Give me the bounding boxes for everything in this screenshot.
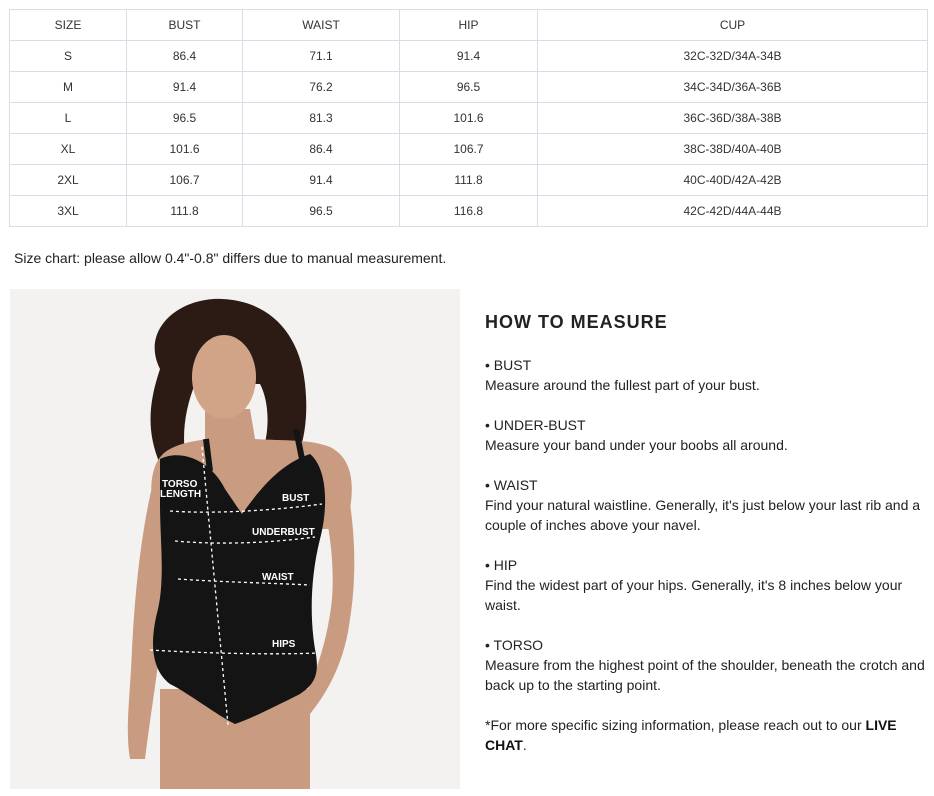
cell-waist: 81.3: [243, 103, 400, 134]
cell-hip: 111.8: [400, 165, 538, 196]
label-waist: WAIST: [262, 572, 294, 583]
column-header-hip: HIP: [400, 10, 538, 41]
footnote-end: .: [522, 737, 527, 753]
cell-size: M: [10, 72, 127, 103]
measure-item-waist: [485, 475, 925, 535]
measure-item-description: Measure from the highest point of the shoulder, beneath the crotch and back up to the starting point.: [485, 657, 925, 693]
size-chart-table: [9, 9, 928, 227]
cell-size: XL: [10, 134, 127, 165]
cell-hip: 106.7: [400, 134, 538, 165]
cell-size: 3XL: [10, 196, 127, 227]
cell-bust: 106.7: [127, 165, 243, 196]
cell-cup: 34C-34D/36A-36B: [538, 72, 928, 103]
cell-size: S: [10, 41, 127, 72]
measure-item-heading: • HIP: [485, 557, 518, 573]
table-row: [10, 72, 928, 103]
how-to-measure-title: HOW TO MEASURE: [485, 312, 668, 332]
cell-cup: 40C-40D/42A-42B: [538, 165, 928, 196]
cell-bust: 111.8: [127, 196, 243, 227]
cell-size: 2XL: [10, 165, 127, 196]
cell-bust: 96.5: [127, 103, 243, 134]
measure-item-description: Measure your band under your boobs all around.: [485, 437, 788, 453]
cell-bust: 91.4: [127, 72, 243, 103]
measure-item-under-bust: [485, 415, 925, 455]
sizing-footnote: [485, 715, 925, 755]
label-bust: BUST: [282, 493, 310, 504]
label-torso-1: TORSO: [162, 479, 198, 490]
column-header-cup: CUP: [538, 10, 928, 41]
model-illustration: [10, 289, 460, 789]
cell-cup: 36C-36D/38A-38B: [538, 103, 928, 134]
cell-cup: 42C-42D/44A-44B: [538, 196, 928, 227]
cell-hip: 116.8: [400, 196, 538, 227]
cell-cup: 38C-38D/40A-40B: [538, 134, 928, 165]
column-header-bust: BUST: [127, 10, 243, 41]
live-chat-link[interactable]: LIVE CHAT: [485, 717, 897, 753]
measure-item-description: Find your natural waistline. Generally, it's just below your last rib and a couple of inches above your navel.: [485, 497, 921, 533]
measure-item-heading: • TORSO: [485, 637, 544, 653]
measure-item-heading: • UNDER-BUST: [485, 417, 586, 433]
cell-waist: 91.4: [243, 165, 400, 196]
measure-item-description: Measure around the fullest part of your bust.: [485, 377, 760, 393]
measure-item-description: Find the widest part of your hips. Generally, it's 8 inches below your waist.: [485, 577, 903, 613]
column-header-size: SIZE: [10, 10, 127, 41]
cell-waist: 71.1: [243, 41, 400, 72]
cell-size: L: [10, 103, 127, 134]
table-row: [10, 196, 928, 227]
table-row: [10, 41, 928, 72]
cell-waist: 86.4: [243, 134, 400, 165]
cell-cup: 32C-32D/34A-34B: [538, 41, 928, 72]
label-underbust: UNDERBUST: [252, 527, 315, 538]
face-shape: [192, 335, 256, 419]
cell-hip: 91.4: [400, 41, 538, 72]
measure-item-heading: • BUST: [485, 357, 532, 373]
measure-item-torso: [485, 635, 925, 695]
how-to-measure-section: [485, 312, 925, 755]
cell-waist: 96.5: [243, 196, 400, 227]
cell-hip: 101.6: [400, 103, 538, 134]
cell-waist: 76.2: [243, 72, 400, 103]
label-torso-2: LENGTH: [160, 489, 202, 500]
measure-item-hip: [485, 555, 925, 615]
table-row: [10, 134, 928, 165]
left-strap: [206, 439, 210, 471]
label-hips: HIPS: [272, 639, 296, 650]
table-row: [10, 103, 928, 134]
size-chart-note: Size chart: please allow 0.4"-0.8" differs due to manual measurement.: [14, 250, 447, 266]
footnote-text: *For more specific sizing information, please reach out to our: [485, 717, 866, 733]
column-header-waist: WAIST: [243, 10, 400, 41]
cell-bust: 101.6: [127, 134, 243, 165]
measure-item-bust: [485, 355, 925, 395]
cell-hip: 96.5: [400, 72, 538, 103]
table-header-row: [10, 10, 928, 41]
cell-bust: 86.4: [127, 41, 243, 72]
model-measurement-figure: [10, 289, 460, 789]
table-row: [10, 165, 928, 196]
measure-item-heading: • WAIST: [485, 477, 538, 493]
